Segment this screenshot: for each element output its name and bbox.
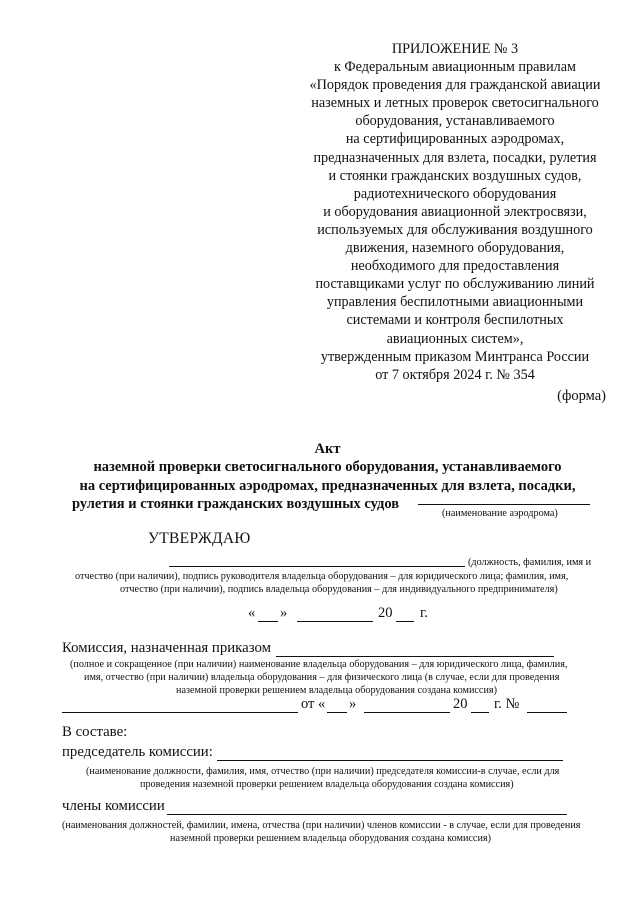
members-hint-line-2: наземной проверки решением владельца оборудования создана комиссия) [170, 833, 491, 844]
approve-date-open: « [248, 605, 256, 621]
approver-hint-line-2: отчество (при наличии), подпись руководителя владельца оборудования – для юридического лица; фамилия, имя, [75, 571, 569, 582]
aerodrome-hint: (наименование аэродрома) [442, 508, 558, 519]
annex-line-12: движения, наземного оборудования, [345, 240, 565, 257]
chair-hint-line-1: (наименование должности, фамилия, имя, отчество (при наличии) председателя комиссии-в случае, если для [86, 766, 560, 777]
aerodrome-name-field[interactable] [418, 504, 590, 505]
annex-line-6: на сертифицированных аэродромах, [345, 131, 565, 148]
approver-hint-right: (должность, фамилия, имя и [468, 557, 592, 568]
act-title-line-2: наземной проверки светосигнального оборудования, устанавливаемого [93, 459, 562, 476]
act-title-line-3: на сертифицированных аэродромах, предназначенных для взлета, посадки, [79, 477, 576, 494]
commission-owner-field[interactable] [62, 712, 298, 713]
commission-number-label: г. № [494, 696, 520, 712]
form-label: (форма) [557, 388, 606, 404]
commission-hint-line-2: имя, отчество (при наличии) владельца оборудования – для физического лица (в случае, если для проведения [84, 672, 560, 683]
annex-line-15: управления беспилотными авиационными [326, 294, 584, 311]
annex-line-16: системами и контроля беспилотных [346, 312, 564, 329]
chair-field[interactable] [217, 760, 563, 761]
commission-year-prefix: 20 [453, 696, 468, 712]
annex-line-18: утвержденным приказом Минтранса России [320, 348, 590, 365]
annex-line-5: оборудования, устанавливаемого [355, 113, 555, 130]
annex-line-9: радиотехнического оборудования [353, 185, 557, 202]
commission-ot-label: от « [301, 696, 326, 712]
commission-label: Комиссия, назначенная приказом [62, 640, 271, 656]
annex-line-2: к Федеральным авиационным правилам [333, 59, 577, 76]
annex-line-13: необходимого для предоставления [350, 258, 560, 275]
act-title-line-1: Акт [314, 441, 341, 457]
approve-year-suffix: г. [420, 605, 428, 621]
members-label: члены комиссии [62, 798, 165, 814]
annex-line-3: «Порядок проведения для гражданской авиации [309, 77, 601, 94]
annex-line-17: авиационных систем», [386, 330, 524, 347]
annex-line-10: и оборудования авиационной электросвязи, [323, 203, 587, 220]
annex-line-11: используемых для обслуживания воздушного [317, 221, 593, 238]
approver-hint-line-3: отчество (при наличии), подпись владельца оборудования – для индивидуального предпринимателя) [120, 584, 558, 595]
commission-number-field[interactable] [527, 712, 567, 713]
approve-year-field[interactable] [396, 621, 414, 622]
chair-hint-line-2: проведения наземной проверки решением владельца оборудования создана комиссия) [140, 779, 514, 790]
annex-line-4: наземных и летных проверок светосигнального [311, 95, 599, 112]
commission-year-field[interactable] [471, 712, 489, 713]
approve-heading: УТВЕРЖДАЮ [148, 530, 251, 547]
approve-day-field[interactable] [258, 621, 278, 622]
commission-hint-line-1: (полное и сокращенное (при наличии) наименование владельца оборудования – для юридического лица, фамилия, [70, 659, 568, 670]
annex-line-7: предназначенных для взлета, посадки, рулетия [313, 149, 597, 166]
approver-field[interactable] [169, 566, 465, 567]
commission-order-field[interactable] [276, 656, 554, 657]
approve-month-field[interactable] [297, 621, 373, 622]
members-field[interactable] [167, 814, 567, 815]
annex-line-14: поставщиками услуг по обслуживанию линий [315, 276, 595, 293]
commission-month-field[interactable] [364, 712, 450, 713]
commission-date-close: » [349, 696, 357, 712]
annex-line-8: и стоянки гражданских воздушных судов, [328, 167, 582, 184]
act-title [30, 440, 625, 514]
commission-day-field[interactable] [327, 712, 347, 713]
composition-label: В составе: [62, 724, 128, 740]
annex-line-1: ПРИЛОЖЕНИЕ № 3 [391, 41, 519, 57]
chair-label: председатель комиссии: [62, 744, 213, 760]
approve-year-prefix: 20 [378, 605, 393, 621]
annex-line-19: от 7 октября 2024 г. № 354 [375, 366, 535, 383]
approve-date-close: » [280, 605, 288, 621]
commission-hint-line-3: наземной проверки решением владельца оборудования создана комиссия) [176, 685, 497, 696]
annex-header [290, 40, 620, 384]
members-hint-line-1: (наименования должностей, фамилии, имена, отчества (при наличии) членов комиссии - в случае, если для проведения [62, 820, 581, 831]
act-title-line-4-text: рулетия и стоянки гражданских воздушных судов [72, 496, 400, 513]
